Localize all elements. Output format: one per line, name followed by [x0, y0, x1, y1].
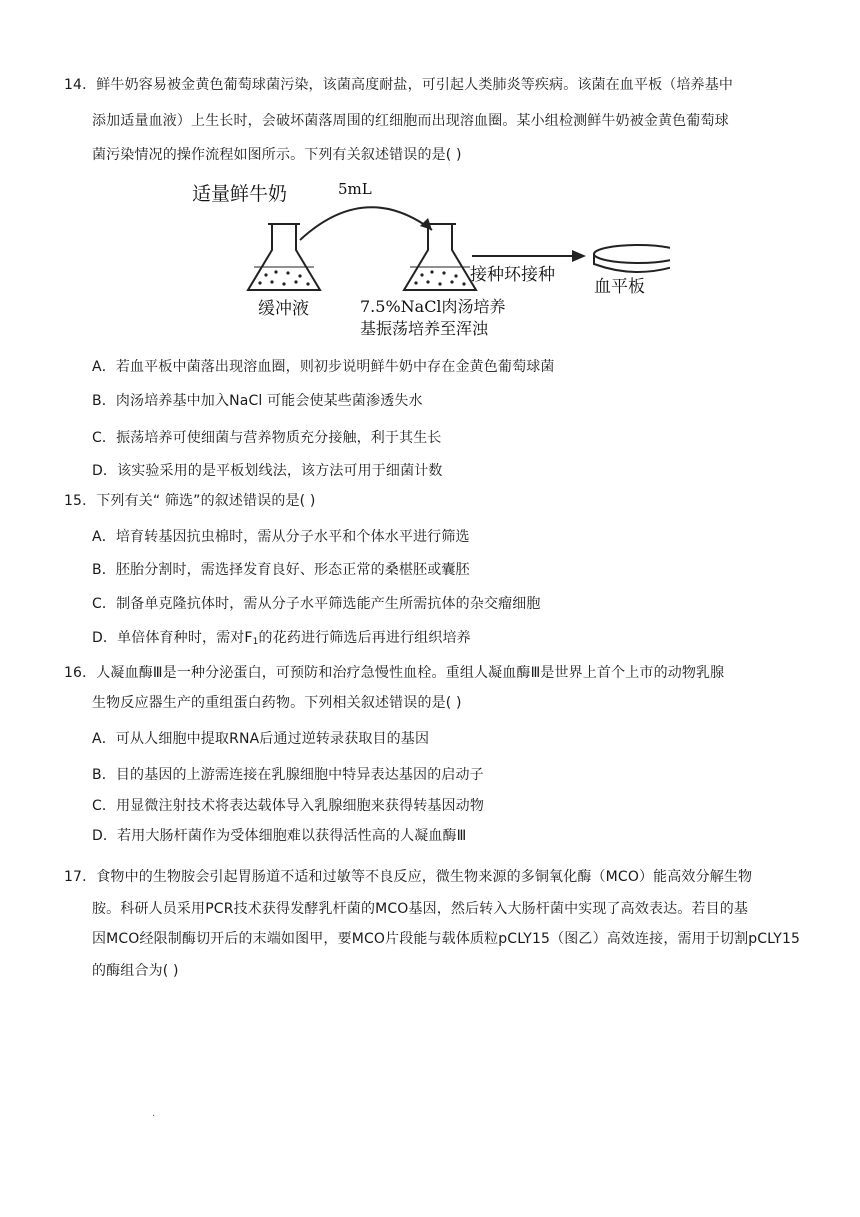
- q15-option-d-subscript: 1: [252, 637, 259, 647]
- buffer-dots: [258, 270, 309, 285]
- q14-option-b: B．肉汤培养基中加入NaCl 可能会使某些菌渗透失水: [92, 393, 423, 409]
- inoculate-arrowhead: [572, 250, 586, 262]
- transfer-arrow: [300, 207, 432, 240]
- q14-option-a: A．若血平板中菌落出现溶血圈，则初步说明鲜牛奶中存在金黄色葡萄球菌: [92, 359, 555, 375]
- blood-plate-dish: [594, 245, 670, 272]
- q16-option-d: D．若用大肠杆菌作为受体细胞难以获得活性高的人凝血酶Ⅲ: [92, 828, 467, 844]
- q15-option-c: C．制备单克隆抗体时，需从分子水平筛选能产生所需抗体的杂交瘤细胞: [92, 596, 541, 612]
- q15-option-b: B．胚胎分割时，需选择发育良好、形态正常的桑椹胚或囊胚: [92, 562, 470, 578]
- buffer-label: 缓冲液: [258, 299, 309, 319]
- broth-label-line1: 7.5%NaCl肉汤培养: [360, 297, 506, 316]
- experiment-flow-diagram: [170, 172, 670, 344]
- q15-stem: 15．下列有关“ 筛选”的叙述错误的是( ): [64, 493, 316, 509]
- broth-flask: [404, 224, 476, 290]
- q17-stem-line4: 的酶组合为( ): [92, 963, 179, 979]
- q14-stem-line1: 14．鲜牛奶容易被金黄色葡萄球菌污染，该菌高度耐盐，可引起人类肺炎等疾病。该菌在血平板（培养基中: [64, 77, 734, 93]
- q16-stem-line2: 生物反应器生产的重组蛋白药物。下列相关叙述错误的是( ): [92, 695, 462, 711]
- milk-label: 适量鲜牛奶: [192, 183, 288, 205]
- blood-plate-label: 血平板: [594, 277, 645, 297]
- q17-stem-line3: 因MCO经限制酶切开后的末端如图甲，要MCO片段能与载体质粒pCLY15（图乙）高效连接，需用于切割pCLY15: [92, 931, 801, 947]
- broth-dots: [414, 270, 465, 285]
- q15-option-a: A．培育转基因抗虫棉时，需从分子水平和个体水平进行筛选: [92, 529, 470, 545]
- q16-stem-line1: 16．人凝血酶Ⅲ是一种分泌蛋白，可预防和治疗急慢性血栓。重组人凝血酶Ⅲ是世界上首个上市的动物乳腺: [64, 665, 725, 681]
- q14-stem-line3: 菌污染情况的操作流程如图所示。下列有关叙述错误的是( ): [92, 147, 462, 163]
- q17-stem-line2: 胺。科研人员采用PCR技术获得发酵乳杆菌的MCO基因，然后转入大肠杆菌中实现了高效表达。若目的基: [92, 901, 749, 917]
- q14-stem-line2: 添加适量血液）上生长时，会破坏菌落周围的红细胞而出现溶血圈。某小组检测鲜牛奶被金黄色葡萄球: [92, 113, 729, 129]
- q16-option-c: C．用显微注射技术将表达载体导入乳腺细胞来获得转基因动物: [92, 798, 484, 814]
- broth-label-line2: 基振荡培养至浑浊: [360, 319, 489, 338]
- buffer-flask: [248, 224, 320, 290]
- q16-option-b: B．目的基因的上游需连接在乳腺细胞中特异表达基因的启动子: [92, 767, 484, 783]
- q17-stem-line1: 17．食物中的生物胺会引起胃肠道不适和过敏等不良反应，微生物来源的多铜氧化酶（MCO）能高效分解生物: [64, 869, 753, 885]
- q14-option-d: D．该实验采用的是平板划线法，该方法可用于细菌计数: [92, 463, 443, 479]
- q14-option-c: C．振荡培养可使细菌与营养物质充分接触，利于其生长: [92, 430, 442, 446]
- q15-option-d-post: 的花药进行筛选后再进行组织培养: [258, 630, 471, 646]
- q16-option-a: A．可从人细胞中提取RNA后通过逆转录获取目的基因: [92, 731, 430, 747]
- footer-mark: .: [152, 1108, 156, 1119]
- q15-option-d-pre: D．单倍体育种时，需对F: [92, 630, 253, 646]
- q15-option-d: [92, 627, 471, 647]
- volume-label: 5mL: [338, 180, 372, 198]
- inoculate-label: 接种环接种: [470, 265, 555, 285]
